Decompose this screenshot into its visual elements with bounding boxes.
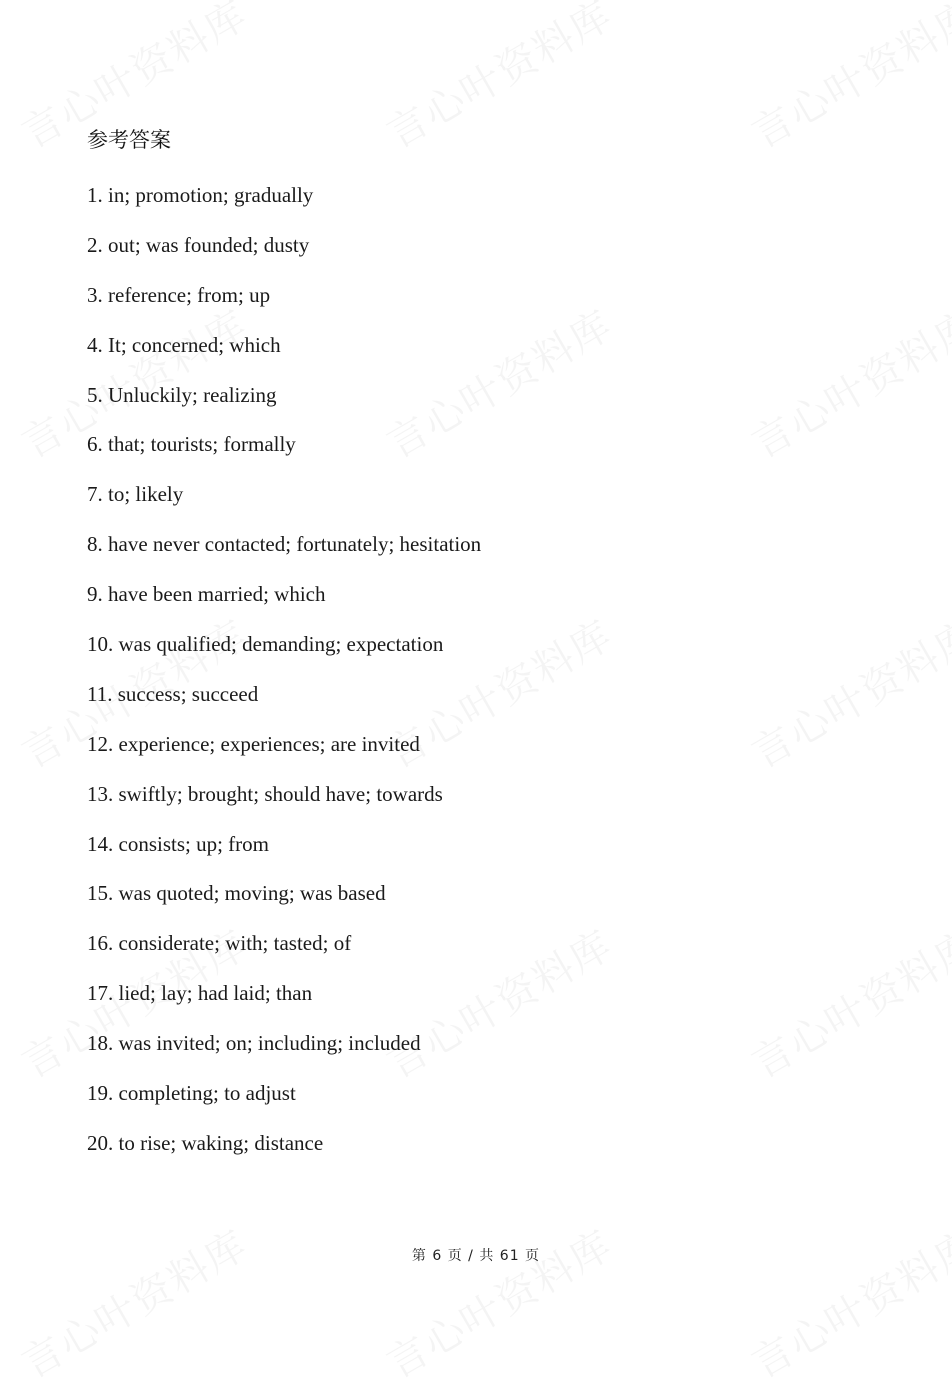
- answer-item-8: 8. have never contacted; fortunately; hesitation: [87, 532, 482, 557]
- watermark-text: [375, 0, 622, 159]
- answer-item-4: 4. It; concerned; which: [87, 332, 281, 357]
- answer-item-7: 7. to; likely: [87, 482, 184, 507]
- watermark-text: [740, 294, 952, 469]
- answer-item-5: 5. Unluckily; realizing: [87, 382, 277, 407]
- answer-item-18: 18. was invited; on; including; included: [87, 1031, 421, 1056]
- answer-item-15: 15. was quoted; moving; was based: [87, 881, 386, 906]
- watermark-text: [10, 1214, 257, 1389]
- answer-item-12: 12. experience; experiences; are invited: [87, 731, 420, 756]
- answer-item-14: 14. consists; up; from: [87, 831, 269, 856]
- answer-item-17: 17. lied; lay; had laid; than: [87, 981, 313, 1006]
- page-title: 参考答案: [87, 128, 171, 152]
- watermark-text: [740, 0, 952, 159]
- answer-item-20: 20. to rise; waking; distance: [87, 1130, 324, 1155]
- answer-item-1: 1. in; promotion; gradually: [87, 183, 314, 207]
- answer-item-6: 6. that; tourists; formally: [87, 432, 296, 457]
- page-number-footer: 第 6 页 / 共 61 页: [411, 1248, 541, 1264]
- answer-item-19: 19. completing; to adjust: [87, 1081, 296, 1106]
- answer-item-2: 2. out; was founded; dusty: [87, 232, 310, 257]
- answer-item-9: 9. have been married; which: [87, 582, 326, 607]
- answer-item-16: 16. considerate; with; tasted; of: [87, 931, 352, 956]
- answer-list: [87, 180, 481, 1178]
- watermark-text: [740, 914, 952, 1089]
- watermark-text: [740, 604, 952, 779]
- answer-item-10: 10. was qualified; demanding; expectation: [87, 632, 444, 657]
- answer-item-13: 13. swiftly; brought; should have; towards: [87, 781, 443, 806]
- watermark-text: [740, 1214, 952, 1389]
- answer-item-11: 11. success; succeed: [87, 681, 259, 706]
- answer-item-3: 3. reference; from; up: [87, 282, 271, 307]
- watermark-text: [375, 1214, 622, 1389]
